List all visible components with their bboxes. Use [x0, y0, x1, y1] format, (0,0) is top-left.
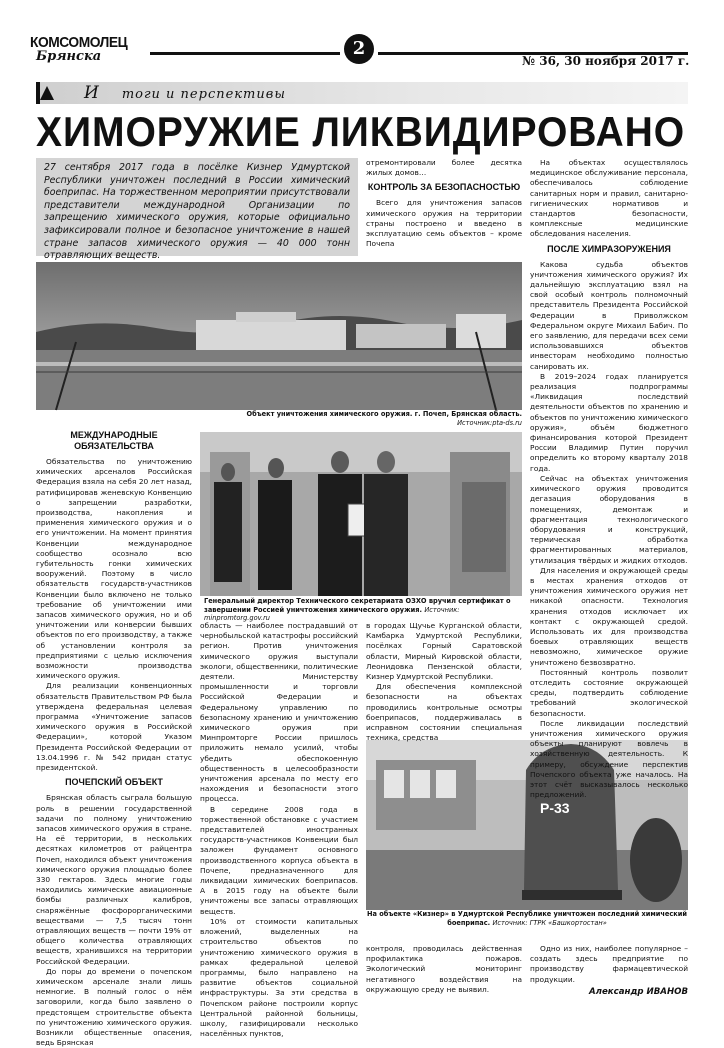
- subhead-after-disarmament: ПОСЛЕ ХИМРАЗОРУЖЕНИЯ: [547, 243, 671, 254]
- col1-paragraph: Для реализации конвенционных обязательств Правительством РФ была утверждена федеральная целевая программа «Уничтожение запасов химического оружия в Российской Федерации», которой Указом Президента Российской Федерации от 13.04.1996 г. № 542 придан статус президентской.: [36, 681, 192, 773]
- photo2-caption: [204, 597, 522, 623]
- photo1-source: Источник:pta-ds.ru: [457, 418, 522, 427]
- col4-paragraph: Одно из них, наиболее популярное – создать здесь предприятие по производству фармацевтической продукции.: [530, 944, 688, 984]
- header-rule-left: [150, 52, 340, 55]
- headline: ХИМОРУЖИЕ ЛИКВИДИРОВАНО: [36, 108, 686, 155]
- masthead-logo: [30, 36, 160, 66]
- col3-paragraph: в городах Щучье Курганской области, Камбарка Удмуртской Республики, посёлках Горный Саратовской области, Мирный Кировской области, Леонидовка Пензенской области, Кизнер Удмуртской Республики.: [366, 621, 522, 682]
- col4-paragraph: Для населения и окружающей среды в местах хранения отходов от уничтожения химического оружия нет никакой опасности. Технология хранения отходов исключает их контакт с окружающей средой. Использовать их для производства боевых отравляющих веществ невозможно, химическое оружие уничтожено безвозвратно.: [530, 565, 688, 667]
- photo1-caption-text: Объект уничтожения химического оружия. г. Почеп, Брянская область.: [246, 410, 522, 418]
- photo2-caption-text: Генеральный директор Технического секретариата ОЗХО вручил сертификат о завершении Россией уничтожения химического оружия.: [204, 597, 511, 614]
- column-4: [530, 158, 688, 800]
- photo-facility: [36, 262, 522, 410]
- col1-paragraph: Обязательства по уничтожению химических арсеналов Российская Федерация взяла на себя 20 лет назад, ратифицировав женевскую Конвенцию о запрещении разработки, производства, накопления и применения химического оружия и о его уничтожении. На момент принятия Конвенции международное сообщество осознало всю губительность гонки химических вооружений. Поэтому в число обязательств государств-участников Конвенции было включено не только требование об уничтожении ими запасов химического оружия, но и об уничтожении или конверсии бывших объектов по его производству, а также об установлении контроля за предприятиями с целью исключения возможности производства химического оружия.: [36, 457, 192, 681]
- col1-paragraph: До поры до времени о почепском химическом арсенале знали лишь немногие. В полный голос о нём заговорили, когда было заявлено о предстоящем строительстве объекта по уничтожению химического оружия. Возникли общественные опасения, ведь Брянская: [36, 966, 192, 1048]
- photo3-source: Источник: ГТРК «Башкортостан»: [492, 918, 607, 927]
- col4-paragraph: В 2019–2024 годах планируется реализация подпрограммы «Ликвидация последствий деятельности объектов по хранению и объектов по уничтожению химического оружия», объём бюджетного финансирования которой Президент России Владимир Путин поручил определить ко второму кварталу 2018 года.: [530, 371, 688, 473]
- col4-paragraph: Какова судьба объектов уничтожения химического оружия? Их дальнейшую эксплуатацию взял на свой особый контроль полномочный представитель Президента Российской Федерации в Приволжском Федеральном округе Михаил Бабич. По его заявлению, для передачи всех семи использовавшихся объектов инвесторам необходимо полностью санировать их.: [530, 259, 688, 371]
- col2-paragraph: 10% от стоимости капитальных вложений, выделенных на строительство объектов по уничтожению химического оружия в рамках федеральной целевой программы, было направлено на развитие объектов социальной инфраструктуры. За эти средства в Почепском районе построили корпус Центральной районной больницы, школу, газифицировали несколько населённых пунктов,: [200, 916, 358, 1039]
- rubric-first-letter: И: [84, 83, 100, 103]
- issue-date: № 36, 30 ноября 2017 г.: [522, 54, 690, 68]
- column-2: [200, 621, 358, 1039]
- col4-paragraph: После ликвидации последствий уничтожения химического оружия объекты планируют вовлечь в хозяйственную деятельность. К примеру, обсуждение перспектив Почепского объекта уже началось. На этот счёт высказывалось несколько предложений.: [530, 718, 688, 800]
- author-signature: Александр ИВАНОВ: [589, 986, 688, 997]
- logo-top-text: КОМСОМОЛЕЦ: [30, 34, 128, 51]
- col4-paragraph: На объектах осуществлялось медицинское обслуживание персонала, обеспечивалось соблюдение санитарных норм и правил, санитарно-гигиенических нормативов и стандартов безопасности, комплексные медицинские обследования населения.: [530, 158, 688, 239]
- col1-paragraph: Брянская область сыграла большую роль в решении государственной задачи по полному уничтожению запасов химического оружия в стране. На её территории, в нескольких десятках километров от райцентра Почеп, находился объект уничтожения химического оружия площадью более 330 гектаров. Здесь многие годы находились химические авиационные бомбы различных калибров, снаряжённые фосфорорганическими веществами — 7,5 тысяч тонн отравляющих веществ — почти 19% от общего количества отравляющих веществ, хранившихся на территории Российской Федерации.: [36, 793, 192, 966]
- column-3-bottom: [366, 944, 522, 1020]
- lead-text: 27 сентября 2017 года в посёлке Кизнер Удмуртской Республики уничтожен последний в России химический боеприпас. На торжественном мероприятии присутствовали представители международной Организации по запрещению химического оружия, которые официально зафиксировали полное и безопасное уничтожение в нашей стране запасов химического оружия — 40 000 тонн отравляющих веществ.: [44, 162, 350, 262]
- col2-paragraph: В середине 2008 года в торжественной обстановке с участием представителей иностранных государств-участников Конвенции был заложен фундамент основного производственного корпуса объекта в Почепе, предназначенного для ликвидации химических боеприпасов. А в 2015 году на объекте были уничтожены все запасы отравляющих веществ.: [200, 804, 358, 916]
- photo3-caption-text: На объекте «Кизнер» в Удмуртской Республике уничтожен последний химический боеприпас.: [366, 910, 688, 927]
- lead-box: [36, 158, 358, 262]
- column-3-middle: [366, 621, 522, 743]
- col3-paragraph: отремонтировали более десятка жилых домов…: [366, 158, 522, 178]
- subhead-obligations: МЕЖДУНАРОДНЫЕ ОБЯЗАТЕЛЬСТВА: [70, 430, 158, 451]
- rubric-bar: [36, 82, 688, 104]
- column-4-bottom: [530, 944, 688, 1020]
- photo1-caption: [200, 410, 522, 427]
- column-1: [36, 426, 192, 1048]
- col4-paragraph: Постоянный контроль позволит отследить состояние окружающей среды, подтвердить соблюдение требований экологической безопасности.: [530, 667, 688, 718]
- col2-paragraph: область — наиболее пострадавший от чернобыльской катастрофы российский регион. Против уничтожения химического оружия выступали экологи, общественники, политические деятели. Министерству промышленности и торговли Российской Федерации и Федеральному управлению по безопасному хранению и уничтожению химического оружия при Минпромторге России пришлось приложить немало усилий, чтобы убедить обеспокоенную общественность в целесообразности уничтожения арсенала по месту его нахождения и безопасности этого процесса.: [200, 621, 358, 804]
- logo-bottom-text: Брянска: [36, 49, 102, 64]
- subhead-pochep: ПОЧЕПСКИЙ ОБЪЕКТ: [65, 777, 163, 788]
- subhead-security: КОНТРОЛЬ ЗА БЕЗОПАСНОСТЬЮ: [367, 182, 521, 193]
- page-number: 2: [344, 34, 374, 64]
- column-3-upper: [366, 158, 522, 258]
- shell-label: P-33: [540, 800, 570, 816]
- col3-paragraph: контроля, проводилась действенная профилактика пожаров. Экологический мониторинг негативного воздействия на окружающую среду не выявил.: [366, 944, 522, 994]
- col3-paragraph: Для обеспечения комплексной безопасности на объектах проводились контрольные осмотры боеприпасов, поддерживалась в исправном состоянии специальная техника, средства: [366, 682, 522, 743]
- col4-paragraph: Сейчас на объектах уничтожения химического оружия проводится дегазация оборудования в помещениях, демонтаж и фрагментация технологического оборудования и конструкций, термическая обработка фрагментированных материалов, утилизация твёрдых и жидких отходов.: [530, 473, 688, 565]
- col3-paragraph: Всего для уничтожения запасов химического оружия на территории страны построено и введено в эксплуатацию семь объектов – кроме Почепа: [366, 198, 522, 249]
- rubric-text: тоги и перспективы: [121, 87, 286, 102]
- photo-ceremony: [200, 432, 522, 596]
- photo3-caption: [366, 910, 688, 927]
- photo2-source: Источник: minpromtorg.gov.ru: [204, 605, 460, 623]
